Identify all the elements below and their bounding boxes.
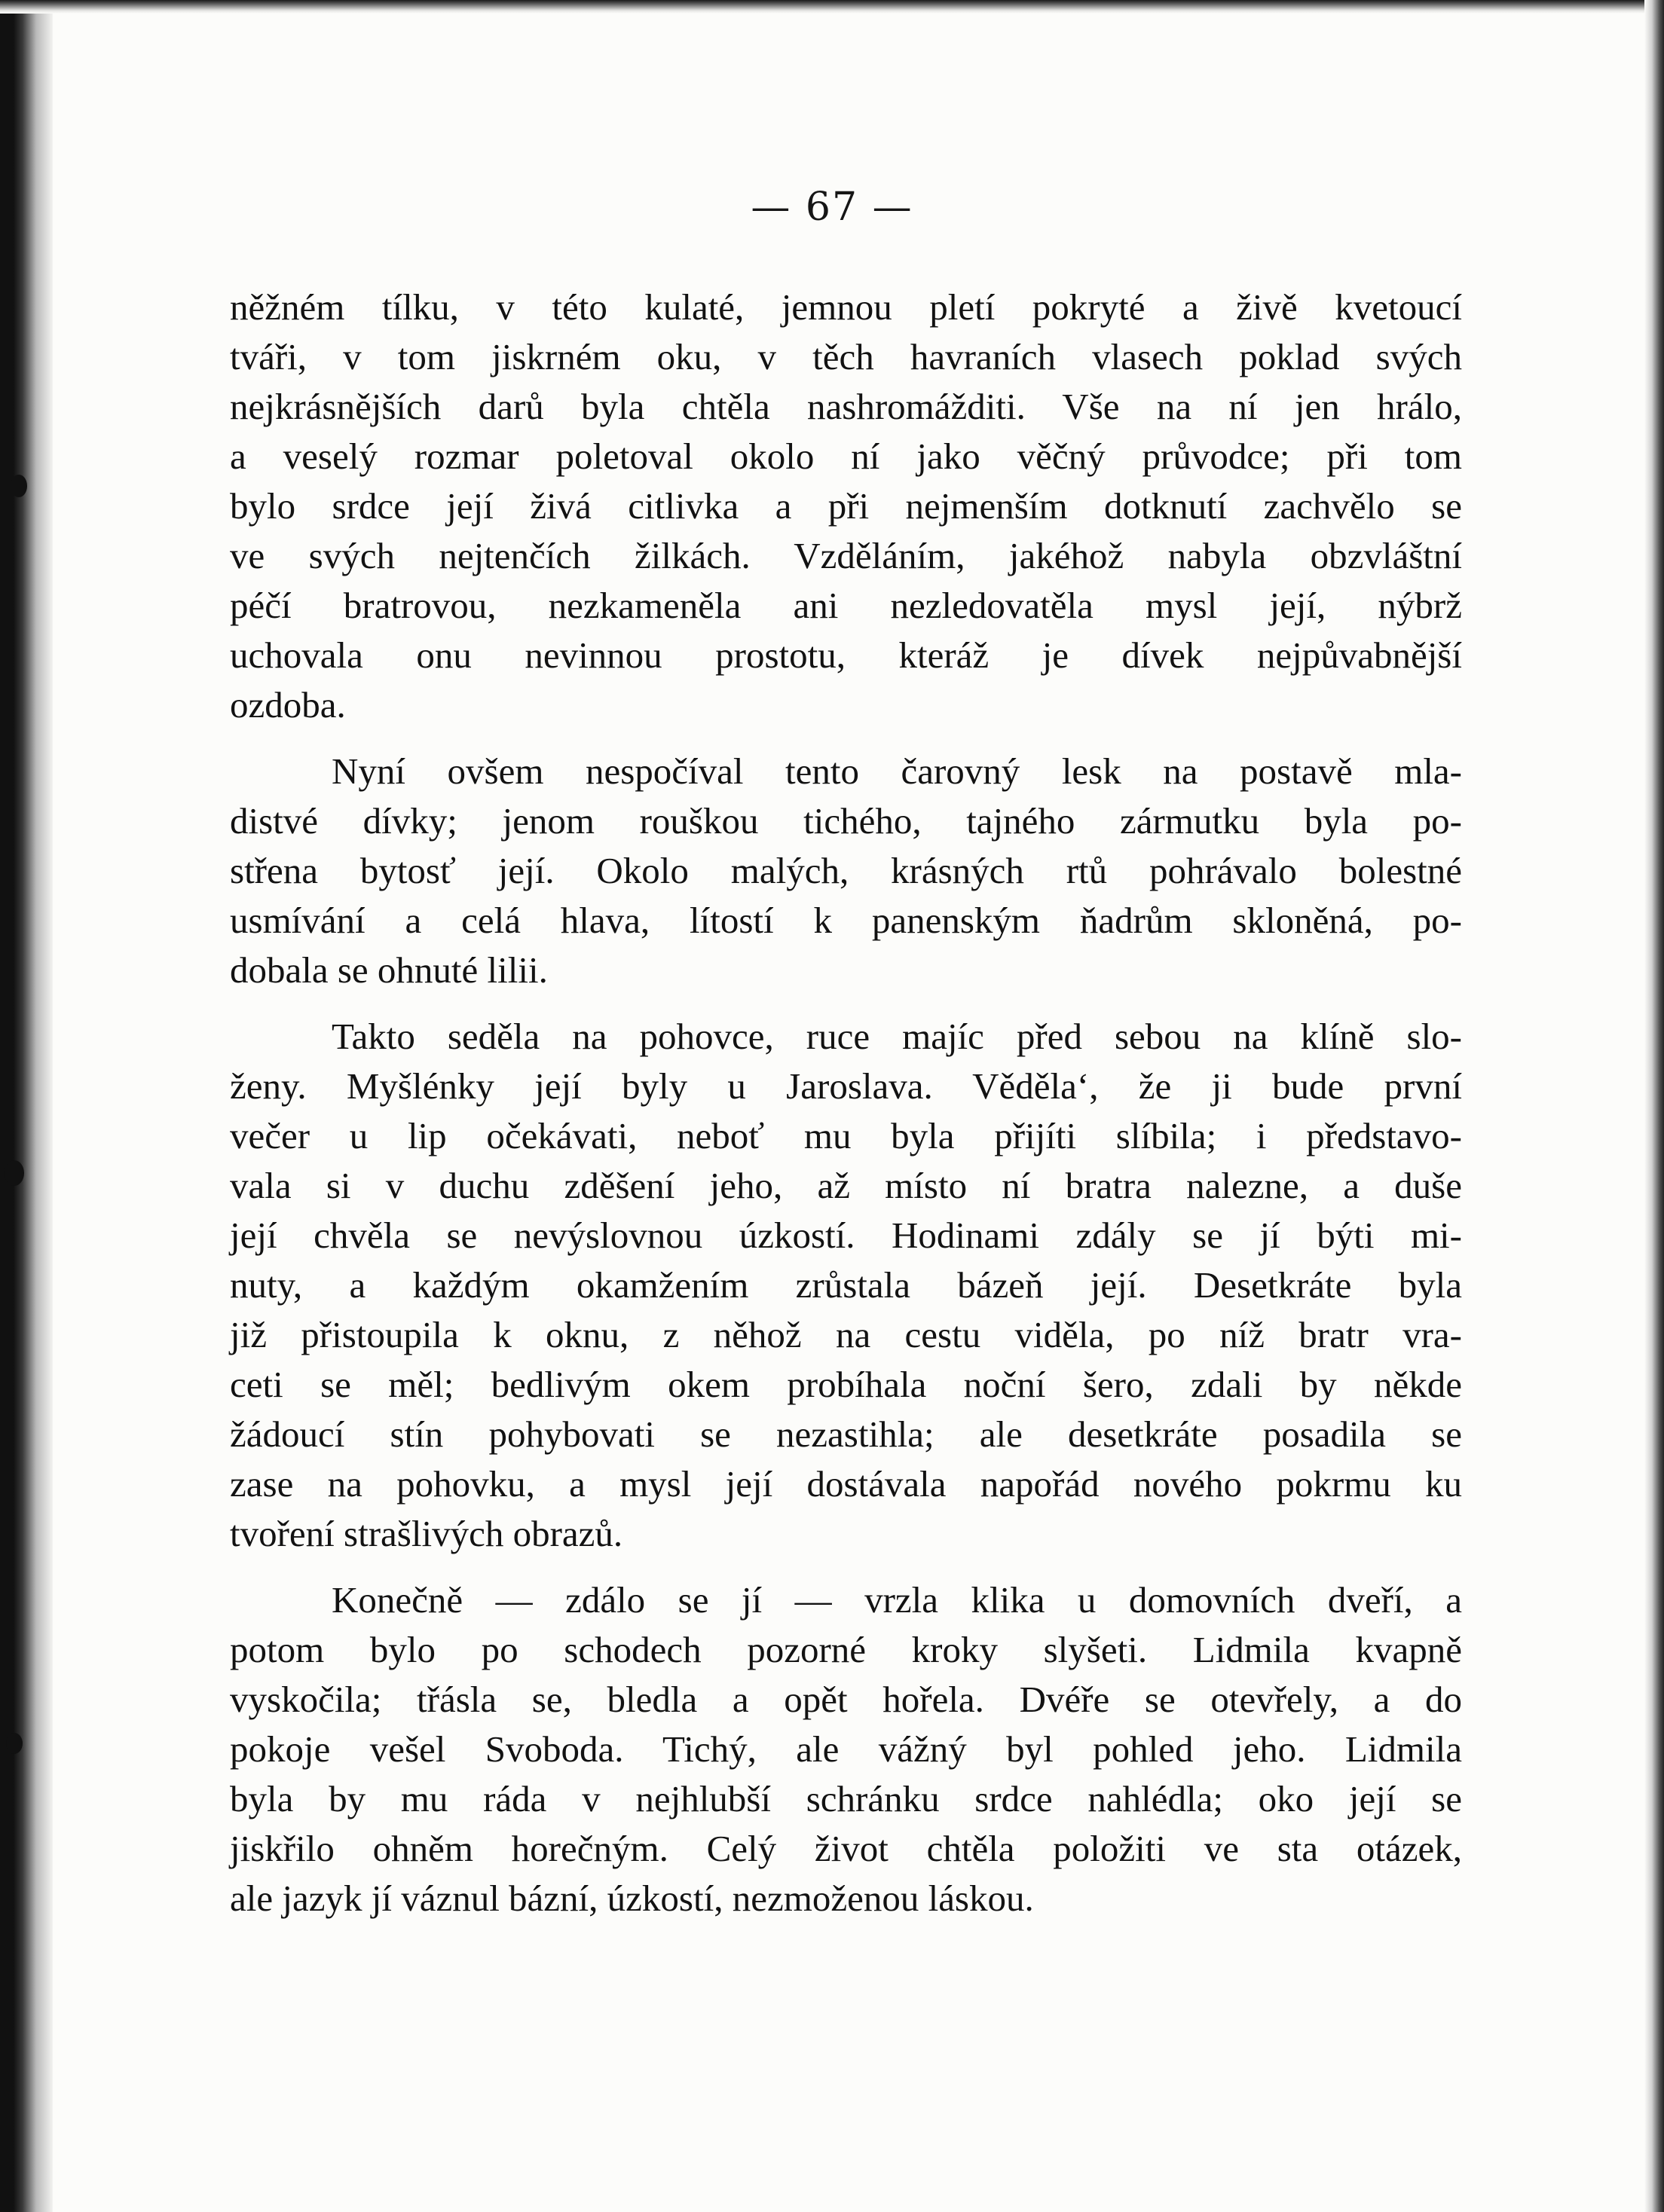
scan-speck [6, 1733, 23, 1754]
text-line: ženy. Myšlénky její byly u Jaroslava. Věděla‘, že ji bude první [230, 1065, 1462, 1107]
right-edge-shadow [1644, 0, 1664, 2212]
text-line: Konečně — zdálo se jí — vrzla klika u domovních dveří, a [332, 1579, 1462, 1621]
text-line: tváři, v tom jiskrném oku, v těch havraních vlasech poklad svých [230, 336, 1462, 377]
scan-speck [11, 475, 27, 497]
page-number: — 67 — [751, 185, 913, 230]
text-line: již přistoupila k oknu, z něhož na cestu viděla, po níž bratr vra- [230, 1314, 1462, 1355]
text-line: něžném tílku, v této kulaté, jemnou pletí pokryté a živě kvetoucí [230, 286, 1462, 328]
text-line: žádoucí stín pohybovati se nezastihla; ale desetkráte posadila se [230, 1413, 1462, 1455]
text-line: ceti se měl; bedlivým okem probíhala noční šero, zdali by někde [230, 1364, 1462, 1405]
body-text [230, 283, 1462, 1940]
text-line: vyskočila; třásla se, bledla a opět hořela. Dvéře se otevřely, a do [230, 1679, 1462, 1720]
text-line: a veselý rozmar poletoval okolo ní jako věčný průvodce; při tom [230, 435, 1462, 477]
text-line: potom bylo po schodech pozorné kroky slyšeti. Lidmila kvapně [230, 1629, 1462, 1670]
paragraph [230, 1012, 1462, 1559]
top-edge-shadow [0, 0, 1664, 14]
text-line: nuty, a každým okamžením zrůstala bázeň její. Desetkráte byla [230, 1264, 1462, 1306]
text-line: dobala se ohnuté lilii. [230, 949, 548, 991]
text-line: distvé dívky; jenom rouškou tichého, tajného zármutku byla po- [230, 800, 1462, 842]
text-line: Nyní ovšem nespočíval tento čarovný lesk na postavě mla- [332, 750, 1462, 792]
text-line: pokoje vešel Svoboda. Tichý, ale vážný byl pohled jeho. Lidmila [230, 1728, 1462, 1770]
text-line: ozdoba. [230, 684, 346, 726]
text-line: zase na pohovku, a mysl její dostávala napořád nového pokrmu ku [230, 1463, 1462, 1505]
text-line: usmívání a celá hlava, lítostí k panenským ňadrům skloněná, po- [230, 900, 1462, 941]
text-line: ve svých nejtenčích žilkách. Vzděláním, jakéhož nabyla obzvláštní [230, 535, 1462, 576]
text-line: jiskřilo ohněm horečným. Celý život chtěla položiti ve sta otázek, [230, 1828, 1462, 1869]
text-line: uchovala onu nevinnou prostotu, kteráž je dívek nejpůvabnější [230, 634, 1462, 676]
text-line: střena bytosť její. Okolo malých, krásných rtů pohrávalo bolestné [230, 850, 1462, 891]
text-line: tvoření strašlivých obrazů. [230, 1513, 623, 1554]
text-line: ale jazyk jí váznul bázní, úzkostí, nezmoženou láskou. [230, 1877, 1034, 1919]
text-line: její chvěla se nevýslovnou úzkostí. Hodinami zdály se jí býti mi- [230, 1214, 1462, 1256]
text-line: vala si v duchu zděšení jeho, až místo ní bratra nalezne, a duše [230, 1165, 1462, 1206]
scan-speck [5, 1160, 24, 1186]
paragraph [230, 1575, 1462, 1923]
binding-shadow [0, 0, 53, 2212]
text-line: bylo srdce její živá citlivka a při nejmenším dotknutí zachvělo se [230, 485, 1462, 527]
text-line: péčí bratrovou, nezkameněla ani nezledovatěla mysl její, nýbrž [230, 585, 1462, 626]
text-line: nejkrásnějších darů byla chtěla nashromážditi. Vše na ní jen hrálo, [230, 386, 1462, 427]
text-line: byla by mu ráda v nejhlubší schránku srdce nahlédla; oko její se [230, 1778, 1462, 1819]
paragraph [230, 283, 1462, 730]
text-line: večer u lip očekávati, neboť mu byla přijíti slíbila; i představo- [230, 1115, 1462, 1156]
text-line: Takto seděla na pohovce, ruce majíc před sebou na klíně slo- [332, 1016, 1462, 1057]
paragraph [230, 747, 1462, 995]
